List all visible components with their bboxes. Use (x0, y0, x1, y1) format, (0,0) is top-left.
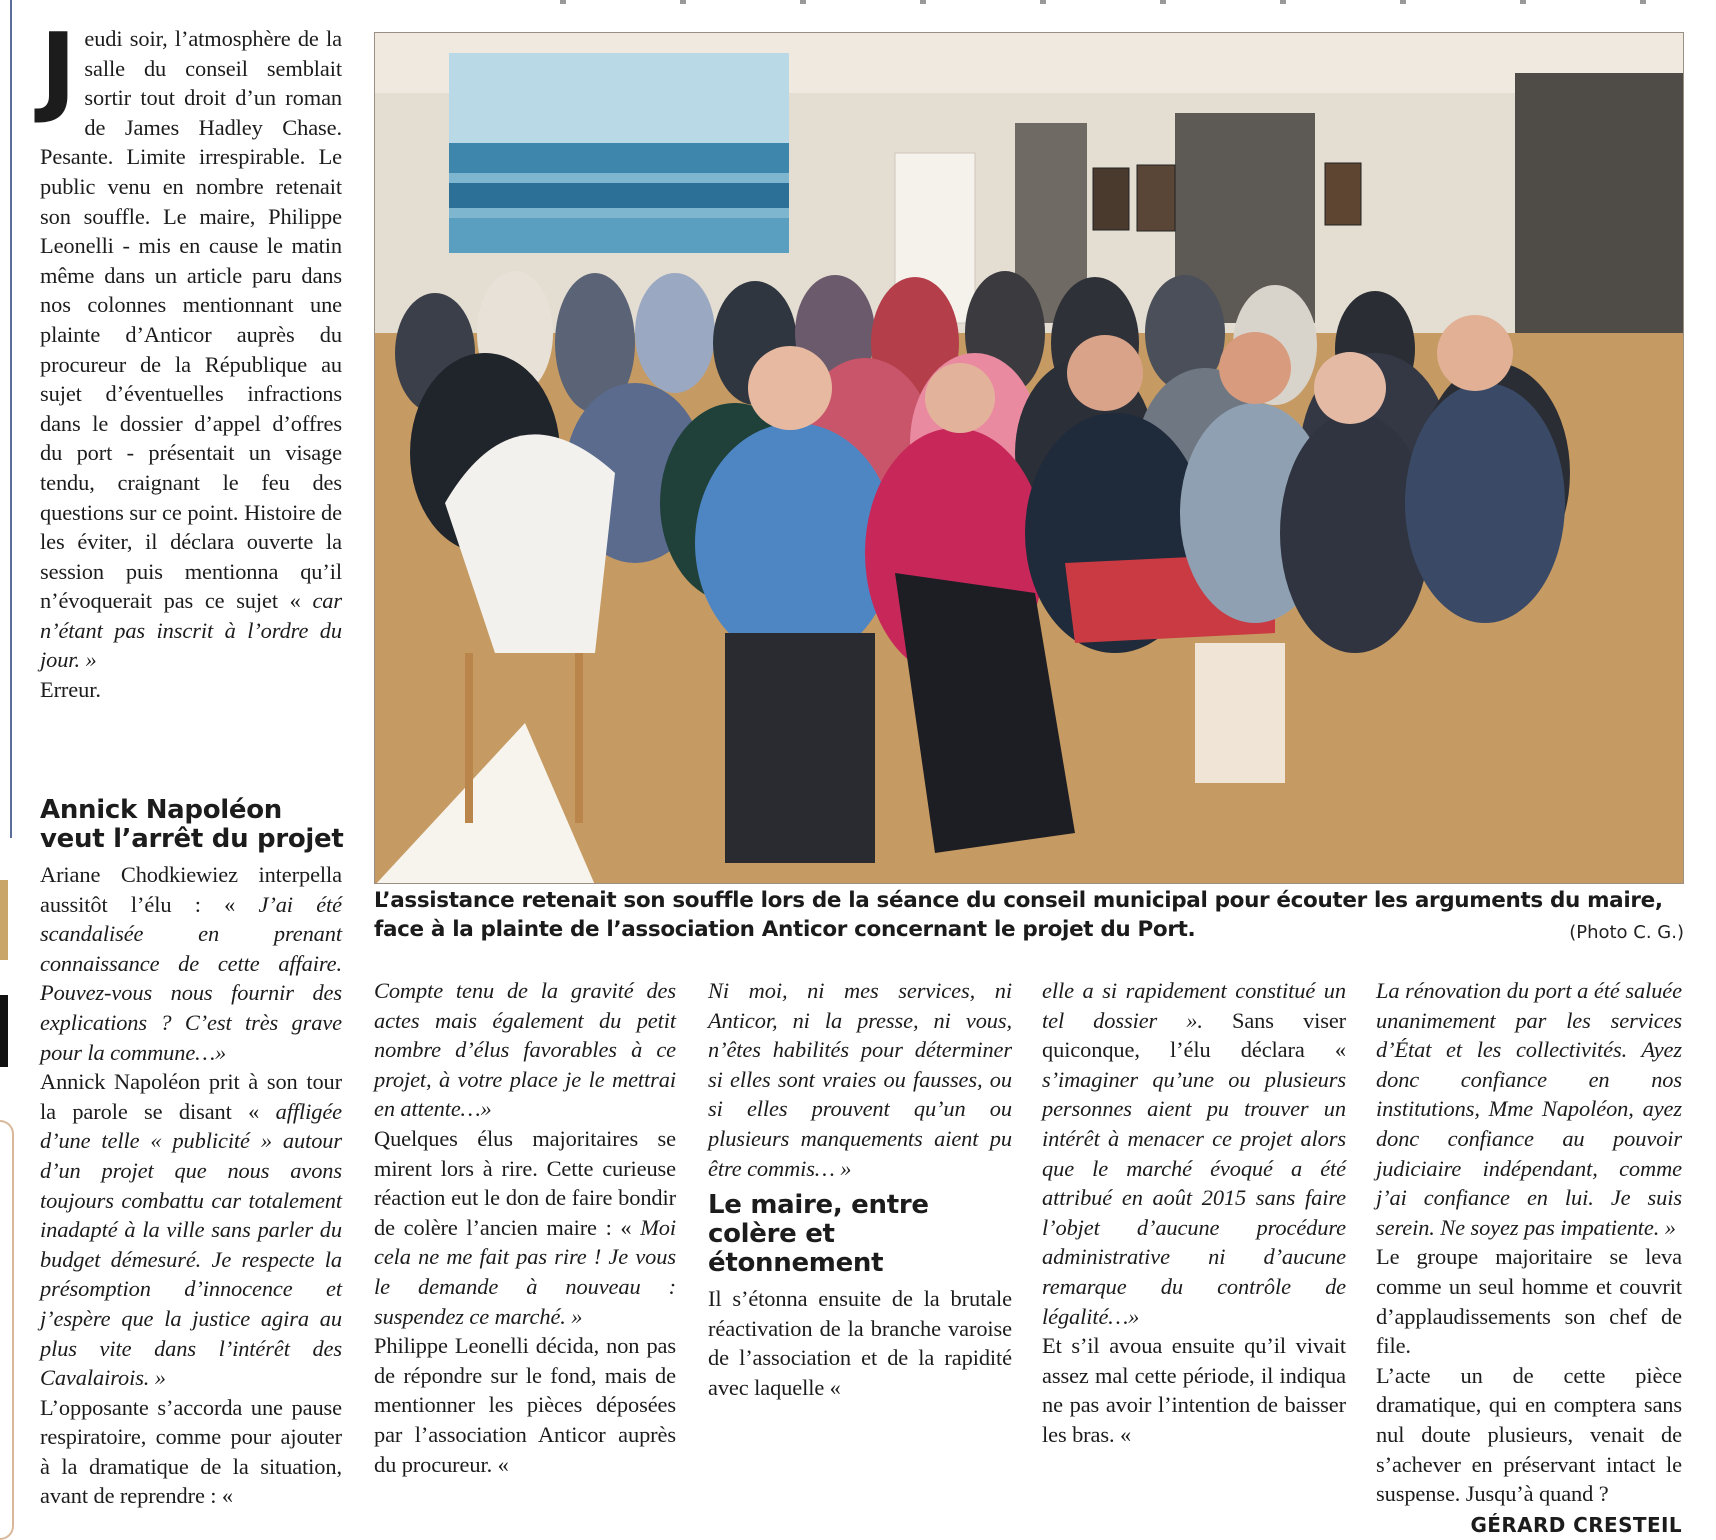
quote-run: Moi cela ne me fait pas rire ! Je vous le demande à nouveau : suspendez ce marché. » (374, 1214, 676, 1329)
subheading-maire: Le maire, entre colère et étonnement (708, 1190, 929, 1279)
text-run: L’opposante s’accorda une pause respiratoire, comme pour ajouter à la dramatique de la situation, avant de reprendre : « (40, 1394, 342, 1509)
text-run: Il s’étonna ensuite de la brutale réactivation de la branche varoise de l’association et de la rapidité avec laquelle « (708, 1286, 1012, 1400)
paragraph (708, 1284, 1012, 1402)
painting-wave (449, 143, 789, 173)
text-run: Sans viser quiconque, l’élu déclara « (1042, 1007, 1347, 1063)
quote-run: affligée d’une telle « publicité » autour d’un projet que nous avons toujours combattu car totalement inadapté à la ville sans parler du budget démesuré. Je respecte la présomption d’innocence et j’espère que la justice agira au plus vite dans l’intérêt des Cavalairois. » (40, 1098, 342, 1391)
quote-run: La rénovation du port a été saluée unanimement par les services d’État et les collectivités. Ayez donc confiance en nos institutions, Mme Napoléon, ayez donc confiance au pouvoir judiciaire indépendant, comme j’ai confiance en lui. Je suis serein. Ne soyez pas impatiente. » (1376, 978, 1682, 1240)
text-run: Philippe Leonelli décida, non pas de répondre sur le fond, mais de mentionner les pièces déposées par l’association Anticor auprès du procureur. « (374, 1333, 676, 1477)
intro-text: eudi soir, l’atmosphère de la salle du conseil semblait sortir tout droit d’un roman de James Hadley Chase. Pesante. Limite irrespirable. Le public venu en nombre retenait son souffle. Le maire, Philippe Leonelli - mis en cause le matin même dans un article paru dans nos colonnes mentionnant une plainte d’Anticor auprès du procureur de la République au sujet d’éventuelles infractions dans le dossier d’appel d’offres du port - présentait un visage tendu, craignant le feu des questions sur ce point. Histoire de les éviter, il déclara ouverte la session puis mentionna qu’il n’évoquerait pas ce sujet « (40, 26, 342, 614)
intro-end: Erreur. (40, 677, 101, 703)
text-run: Et s’il avoua ensuite qu’il vivait assez mal cette période, il indiqua ne pas avoir l’intention de baisser les bras. « (1042, 1333, 1346, 1447)
left-frame-rule (10, 0, 12, 838)
text-run: Annick Napoléon prit à son tour la parole se disant « (40, 1069, 342, 1124)
top-cut-line (0, 0, 1716, 8)
author-signature: GÉRARD CRESTEIL (1470, 1512, 1682, 1537)
intro-paragraph (40, 13, 343, 675)
paragraph (374, 1124, 676, 1331)
quote-run: Ni moi, ni mes services, ni Anticor, ni la presse, ni vous, n’êtes habilités pour déterminer si elles sont vraies ou fausses, ou si elles prouvent qu’un ou plusieurs manquements aient pu être commis… » (708, 978, 1012, 1181)
photo-credit: (Photo C. G.) (1569, 922, 1684, 943)
paragraph (40, 1393, 342, 1511)
edge-mark (0, 995, 8, 1067)
heading-block (40, 788, 350, 860)
intro-column (40, 13, 343, 705)
column-4 (1042, 976, 1346, 1450)
column-2 (374, 976, 676, 1479)
paragraph (1042, 1331, 1346, 1449)
edge-mark (0, 880, 8, 960)
paragraph (40, 1067, 342, 1393)
quote-run: elle a si rapidement constitué un tel dossier ». (1042, 978, 1346, 1033)
paragraph (374, 1331, 676, 1479)
portrait-frame (1093, 168, 1129, 230)
council-meeting-photo (374, 32, 1684, 884)
subheading-napoleon: Annick Napoléon veut l’arrêt du projet (40, 795, 344, 854)
paragraph (40, 860, 342, 1067)
paragraph: L’acte un de cette pièce dramatique, qui en comptera sans nul doute plusieurs, venait de s’achever en préservant intact le suspense. Jusqu’à quand ? (1376, 1362, 1682, 1507)
text-run: Ariane Chodkiewiez interpella aussitôt l’élu : « (40, 862, 342, 917)
drop-cap: J (40, 13, 77, 127)
portrait-frame (1325, 163, 1361, 225)
quote-run: s’imaginer qu’une ou plusieurs personnes aient pu trouver un intérêt à menacer ce projet alors que le marché évoqué a été attribué en août 2015 sans faire l’objet d’aucune procédure administrative ni d’aucune remarque du contrôle de légalité…» (1042, 1066, 1346, 1329)
intro-quote: car n’étant pas inscrit à l’ordre du jour. » (40, 588, 343, 673)
photo-caption: L’assistance retenait son souffle lors de la séance du conseil municipal pour écouter les arguments du maire, face à la plainte de l’association Anticor concernant le projet du Port. (374, 888, 1663, 942)
column-3 (708, 976, 1012, 1403)
painting-sky (449, 53, 789, 143)
portrait-frame (1137, 165, 1175, 231)
painting-wave (449, 183, 789, 208)
paragraph: Le groupe majoritaire se leva comme un seul homme et couvrit d’applaudissements son chef de file. (1376, 1244, 1682, 1359)
painting-wave (449, 218, 789, 253)
column-1 (40, 860, 342, 1511)
column-5 (1376, 976, 1682, 1540)
quote-run: J’ai été scandalisée en prenant connaissance de cette affaire. Pouvez-vous nous fournir des explications ? C’est très grave pour la commune…» (40, 891, 343, 1065)
paragraph (374, 976, 676, 1124)
quote-run: Compte tenu de la gravité des actes mais également du petit nombre d’élus favorables à ce projet, à votre place je le mettrai en attente…» (374, 978, 676, 1122)
edge-mark (0, 1120, 14, 1540)
paragraph (708, 976, 1012, 1183)
photo-illustration (375, 33, 1684, 884)
text-run: Quelques élus majoritaires se mirent lors à rire. Cette curieuse réaction eut le don de faire bondir de colère l’ancien maire : « (374, 1125, 676, 1240)
paragraph (1042, 976, 1346, 1331)
paragraph (1376, 976, 1682, 1242)
